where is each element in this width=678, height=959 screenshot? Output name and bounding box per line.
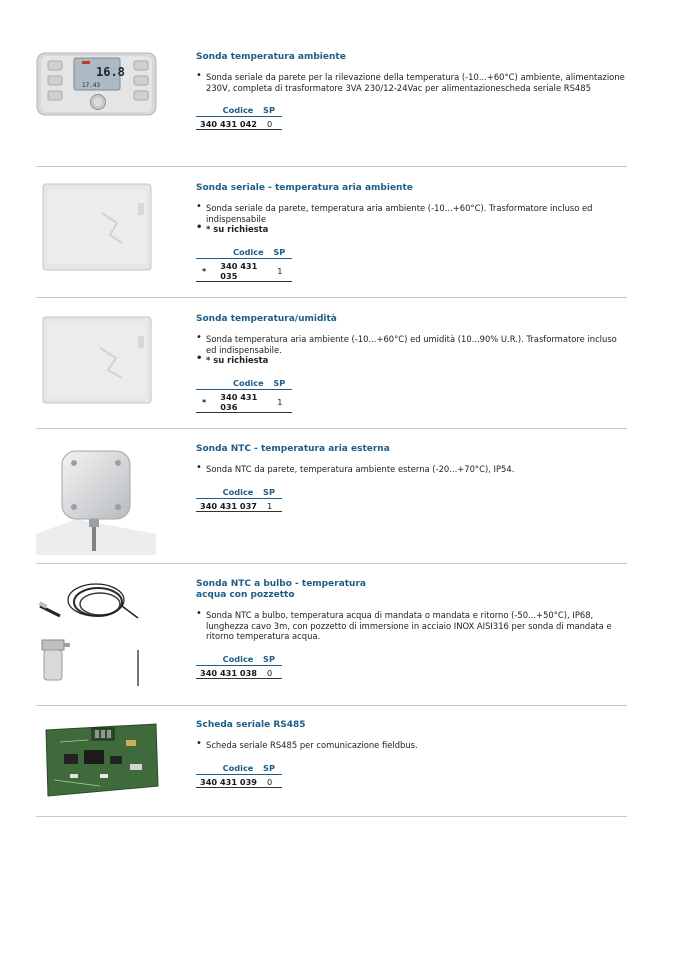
product-section: [36, 40, 627, 167]
product-sp: 0: [258, 117, 282, 130]
product-code: 340 431 038: [196, 665, 258, 678]
product-section: [36, 706, 627, 817]
product-section: [36, 429, 627, 564]
ntc-bulb-probe-image: [38, 580, 158, 688]
code-table: [196, 247, 292, 282]
product-sp: 1: [268, 389, 292, 412]
display-main-reading: 16.8: [96, 65, 125, 79]
product-section: [36, 564, 627, 706]
product-code: 340 431 036: [206, 389, 268, 412]
product-bullet-note: • * su richiesta: [196, 355, 626, 366]
product-sp: 1: [258, 498, 282, 511]
product-star: *: [196, 258, 206, 281]
serial-air-probe-image: [42, 183, 152, 271]
product-sp: 1: [268, 258, 292, 281]
rs485-serial-board-image: [40, 720, 160, 800]
code-header: Codice: [206, 378, 268, 390]
product-content: [196, 52, 626, 130]
product-bullet: • Sonda NTC da parete, temperatura ambiente esterna (-20...+70°C), IP54.: [196, 464, 626, 475]
sp-header: SP: [258, 105, 282, 117]
product-code: 340 431 042: [196, 117, 258, 130]
product-title: Sonda NTC - temperatura aria esterna: [196, 444, 390, 454]
sp-header: SP: [268, 247, 292, 259]
product-section: [36, 298, 627, 429]
display-sub-reading: 17.43: [82, 82, 101, 89]
product-bullet: • Sonda temperatura aria ambiente (-10...+60°C) ed umidità (10...90% U.R.). Trasformatore incluso ed indispensabile.: [196, 334, 626, 355]
product-content: [196, 444, 626, 512]
product-bullet: • Sonda seriale da parete, temperatura aria ambiente (-10...+60°C). Trasformatore incluso ed indispensabile: [196, 203, 626, 224]
code-header: Codice: [206, 247, 268, 259]
product-content: [196, 314, 626, 413]
code-header: Codice: [196, 105, 258, 117]
product-section: [36, 167, 627, 298]
code-header: Codice: [196, 763, 258, 775]
product-title: Sonda seriale - temperatura aria ambiente: [196, 183, 413, 193]
code-table: [196, 487, 282, 512]
code-header: Codice: [196, 654, 258, 666]
product-code: 340 431 035: [206, 258, 268, 281]
temperature-humidity-probe-image: [42, 316, 152, 404]
code-table: [196, 378, 292, 413]
product-content: [196, 183, 626, 282]
product-bullet: • Sonda NTC a bulbo, temperatura acqua di mandata o mandata e ritorno (-50...+50°C), IP68, lunghezza cavo 3m, con pozzetto di immersione in acciaio INOX AISI316 per sonda di mandata e ritorno temperatura acqua.: [196, 610, 626, 642]
product-sp: 0: [258, 665, 282, 678]
product-title: Sonda NTC a bulbo - temperatura acqua con pozzetto: [196, 579, 366, 600]
sp-header: SP: [258, 654, 282, 666]
sp-header: SP: [268, 378, 292, 390]
code-header: Codice: [196, 487, 258, 499]
product-code: 340 431 039: [196, 774, 258, 787]
product-bullet: • Sonda seriale da parete per la rilevazione della temperatura (-10...+60°C) ambiente, alimentazione 230V, completa di trasformatore 3VA 230/12-24Vac per alimentazionescheda seriale RS485: [196, 72, 626, 93]
product-title: Scheda seriale RS485: [196, 720, 306, 730]
product-star: *: [196, 389, 206, 412]
product-title: Sonda temperatura ambiente: [196, 52, 346, 62]
product-code: 340 431 037: [196, 498, 258, 511]
product-sp: 0: [258, 774, 282, 787]
sp-header: SP: [258, 763, 282, 775]
ntc-outdoor-probe-image: [36, 439, 156, 555]
sp-header: SP: [258, 487, 282, 499]
code-table: [196, 763, 282, 788]
code-table: [196, 105, 282, 130]
product-bullet: • Scheda seriale RS485 per comunicazione fieldbus.: [196, 740, 626, 751]
code-table: [196, 654, 282, 679]
product-title: Sonda temperatura/umidità: [196, 314, 337, 324]
product-bullet-note: • * su richiesta: [196, 224, 626, 235]
product-content: [196, 579, 626, 679]
product-content: [196, 720, 626, 788]
room-thermostat-image: [36, 50, 158, 118]
